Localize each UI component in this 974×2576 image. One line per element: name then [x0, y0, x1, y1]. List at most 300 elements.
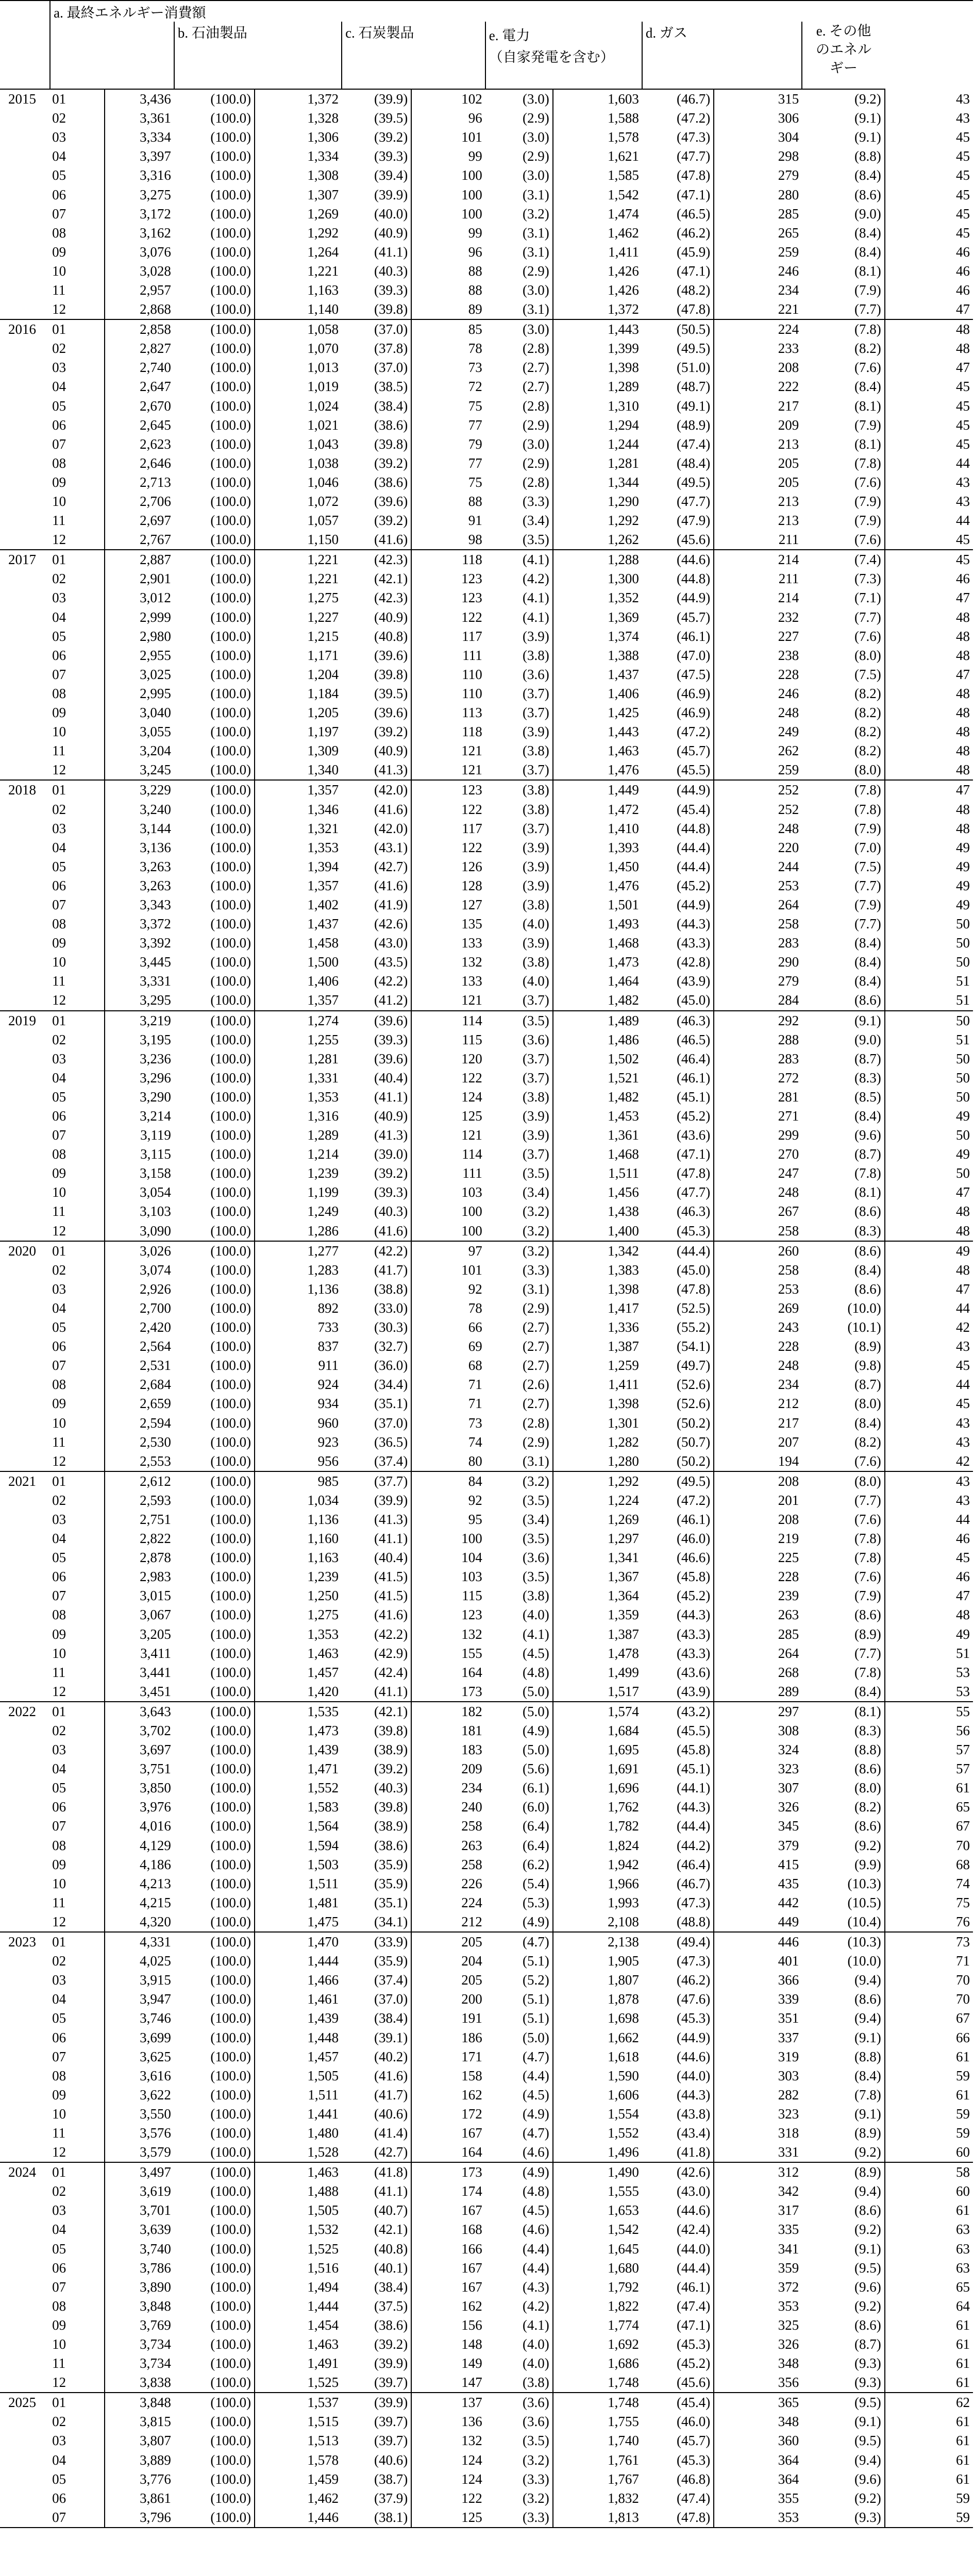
cell-total-pct: (100.0)	[210, 436, 251, 452]
cell-electricity-pct: (46.4)	[677, 1856, 711, 1872]
cell-month: 02	[52, 1492, 66, 1508]
cell-coal: 123	[411, 588, 485, 607]
cell-electricity: 1,578	[553, 128, 642, 147]
cell-petroleum-pct: (33.0)	[374, 1300, 408, 1316]
cell-gas: 214	[714, 588, 802, 607]
cell-total-pct: (100.0)	[174, 780, 255, 800]
cell-total-pct: (100.0)	[210, 110, 251, 126]
cell-total-pct: (100.0)	[210, 2279, 251, 2295]
cell-month: 10	[52, 2336, 66, 2352]
table-row	[0, 876, 973, 895]
cell-petroleum: 1,072	[255, 492, 342, 511]
cell-month: 05	[52, 1780, 66, 1796]
cell-month: 11	[52, 513, 66, 529]
cell-coal-pct: (5.1)	[522, 1991, 549, 2007]
cell-other: 76	[885, 1912, 973, 1932]
cell-coal-pct: (3.3)	[485, 2508, 553, 2528]
cell-month: 05	[52, 628, 66, 644]
cell-coal-pct: (3.2)	[485, 1241, 553, 1261]
cell-petroleum-pct: (40.3)	[374, 263, 408, 279]
cell-month: 05	[52, 2471, 66, 2487]
cell-gas: 246	[714, 684, 802, 703]
cell-petroleum: 1,136	[255, 1280, 342, 1299]
cell-month: 04	[52, 1761, 66, 1777]
cell-gas-pct: (10.0)	[847, 1300, 881, 1316]
table-row	[0, 2143, 973, 2162]
cell-electricity-pct: (46.3)	[642, 1011, 714, 1030]
cell-other: 49	[885, 1107, 973, 1126]
table-row	[0, 550, 973, 569]
cell-year	[0, 1280, 50, 1299]
cell-coal-pct: (3.8)	[485, 780, 553, 800]
cell-petroleum: 1,457	[255, 1663, 342, 1682]
cell-electricity: 1,574	[553, 1702, 642, 1721]
cell-petroleum: 1,038	[255, 454, 342, 473]
cell-coal-pct: (3.7)	[522, 1146, 549, 1162]
cell-total: 2,697	[105, 511, 174, 530]
cell-electricity: 1,361	[553, 1126, 642, 1145]
table-row	[0, 319, 973, 339]
cell-electricity: 1,822	[553, 2297, 642, 2316]
table-row	[0, 339, 973, 358]
cell-coal: 172	[411, 2105, 485, 2124]
cell-petroleum-pct: (39.1)	[374, 2029, 408, 2045]
cell-electricity-pct: (50.2)	[677, 1453, 711, 1469]
cell-petroleum-pct: (38.6)	[374, 474, 408, 490]
cell-electricity: 1,290	[553, 492, 642, 511]
cell-coal-pct: (3.9)	[522, 628, 549, 644]
cell-petroleum: 1,340	[255, 760, 342, 780]
cell-petroleum: 1,283	[255, 1261, 342, 1280]
cell-gas-pct: (9.4)	[854, 2452, 881, 2468]
cell-total-pct: (100.0)	[210, 762, 251, 778]
cell-electricity-pct: (46.1)	[677, 1070, 711, 1086]
cell-electricity-pct: (48.7)	[677, 379, 711, 395]
cell-coal: 234	[411, 1778, 485, 1798]
cell-coal: 126	[411, 857, 485, 876]
cell-petroleum-pct: (38.7)	[374, 2471, 408, 2487]
cell-coal: 158	[411, 2066, 485, 2086]
cell-petroleum-pct: (34.1)	[374, 1913, 408, 1929]
cell-petroleum-pct: (41.3)	[374, 1127, 408, 1143]
cell-coal: 117	[411, 627, 485, 646]
cell-coal-pct: (4.0)	[522, 1607, 549, 1623]
cell-gas: 258	[714, 1222, 802, 1241]
cell-other: 70	[885, 1971, 973, 1990]
cell-petroleum: 1,471	[255, 1759, 342, 1778]
cell-total: 2,751	[105, 1510, 174, 1529]
cell-gas-pct: (7.1)	[854, 590, 881, 606]
cell-coal: 96	[411, 243, 485, 262]
cell-month: 01	[50, 1702, 105, 1721]
cell-electricity-pct: (46.7)	[677, 91, 711, 107]
cell-year	[0, 2373, 50, 2393]
cell-coal: 155	[411, 1644, 485, 1663]
cell-gas: 303	[714, 2066, 802, 2086]
cell-total-pct: (100.0)	[210, 2222, 251, 2238]
cell-coal: 212	[411, 1912, 485, 1932]
cell-other: 45	[885, 1548, 973, 1567]
cell-petroleum-pct: (39.3)	[374, 1031, 408, 1047]
cell-gas: 323	[714, 2105, 802, 2124]
cell-petroleum-pct: (38.4)	[374, 2010, 408, 2026]
cell-petroleum-pct: (38.4)	[374, 398, 408, 414]
cell-year	[0, 1798, 50, 1817]
cell-coal-pct: (4.1)	[522, 1626, 549, 1642]
cell-petroleum: 1,070	[255, 339, 342, 358]
cell-electricity-pct: (49.5)	[642, 1471, 714, 1491]
cell-gas-pct: (10.1)	[847, 1319, 881, 1335]
cell-total-pct: (100.0)	[210, 1281, 251, 1297]
cell-total-pct: (100.0)	[210, 360, 251, 376]
cell-coal: 167	[411, 2201, 485, 2220]
cell-coal: 124	[411, 2451, 485, 2470]
cell-total: 2,868	[105, 300, 174, 319]
cell-electricity-pct: (45.8)	[677, 1569, 711, 1585]
cell-total: 3,625	[105, 2047, 174, 2066]
cell-month: 01	[50, 1932, 105, 1952]
cell-gas: 228	[714, 665, 802, 684]
cell-month: 03	[52, 1281, 66, 1297]
cell-month: 07	[52, 1127, 66, 1143]
cell-gas: 217	[714, 1413, 802, 1432]
cell-electricity-pct: (49.5)	[677, 341, 711, 357]
cell-petroleum-pct: (34.4)	[374, 1377, 408, 1393]
cell-petroleum: 1,034	[255, 1491, 342, 1510]
cell-month: 06	[52, 2490, 66, 2506]
cell-electricity: 1,301	[553, 1413, 642, 1432]
cell-total-pct: (100.0)	[210, 1031, 251, 1047]
cell-electricity-pct: (55.2)	[677, 1319, 711, 1335]
cell-petroleum-pct: (42.2)	[374, 1626, 408, 1642]
cell-petroleum: 1,535	[255, 1702, 342, 1721]
cell-gas-pct: (9.4)	[854, 1972, 881, 1988]
cell-electricity: 1,387	[553, 1337, 642, 1356]
cell-electricity: 1,300	[553, 569, 642, 588]
cell-month: 01	[50, 319, 105, 339]
cell-electricity: 1,993	[553, 1893, 642, 1912]
cell-electricity-pct: (48.8)	[677, 1913, 711, 1929]
cell-other: 47	[885, 300, 973, 319]
cell-month: 09	[52, 2317, 66, 2333]
cell-other: 48	[885, 608, 973, 627]
header-other-line1: e. その他	[816, 23, 871, 39]
cell-petroleum: 934	[255, 1394, 342, 1413]
cell-coal: 122	[411, 838, 485, 857]
cell-petroleum: 1,019	[255, 377, 342, 396]
cell-year	[0, 1605, 50, 1624]
cell-coal-pct: (4.2)	[522, 2298, 549, 2314]
cell-electricity: 1,282	[553, 1433, 642, 1452]
cell-coal-pct: (3.3)	[522, 2471, 549, 2487]
cell-total-pct: (100.0)	[174, 1932, 255, 1952]
cell-electricity: 1,292	[553, 1471, 642, 1491]
cell-gas-pct: (7.6)	[854, 532, 881, 548]
cell-electricity-pct: (44.4)	[677, 2260, 711, 2276]
cell-year	[0, 1836, 50, 1855]
cell-other: 60	[885, 2182, 973, 2201]
cell-coal-pct: (4.7)	[522, 2048, 549, 2064]
cell-total-pct: (100.0)	[210, 1645, 251, 1661]
cell-total-pct: (100.0)	[210, 820, 251, 836]
cell-other: 61	[885, 2412, 973, 2431]
cell-electricity-pct: (43.4)	[677, 2125, 711, 2141]
cell-petroleum: 1,160	[255, 1529, 342, 1548]
cell-gas-pct: (8.5)	[854, 1089, 881, 1105]
cell-gas-pct: (10.3)	[802, 1932, 884, 1952]
cell-month: 07	[52, 436, 66, 452]
cell-gas: 232	[714, 608, 802, 627]
cell-total: 3,497	[105, 2162, 174, 2182]
cell-gas-pct: (7.8)	[802, 780, 884, 800]
cell-other: 50	[885, 914, 973, 934]
cell-electricity: 1,662	[553, 2028, 642, 2047]
cell-total-pct: (100.0)	[210, 1875, 251, 1891]
cell-petroleum-pct: (39.5)	[374, 685, 408, 701]
cell-coal-pct: (6.4)	[522, 1837, 549, 1853]
cell-coal-pct: (3.8)	[522, 954, 549, 970]
cell-month: 05	[52, 2010, 66, 2026]
cell-total-pct: (100.0)	[210, 1972, 251, 1988]
cell-petroleum-pct: (39.2)	[374, 1165, 408, 1181]
cell-total: 2,822	[105, 1529, 174, 1548]
cell-gas: 449	[714, 1912, 802, 1932]
cell-gas-pct: (9.5)	[854, 2260, 881, 2276]
cell-total: 3,643	[105, 1702, 174, 1721]
cell-petroleum-pct: (37.4)	[374, 1972, 408, 1988]
cell-petroleum-pct: (40.9)	[374, 609, 408, 625]
cell-electricity: 1,686	[553, 2354, 642, 2373]
cell-total: 3,397	[105, 147, 174, 166]
cell-coal: 137	[411, 2393, 485, 2412]
table-row	[0, 1145, 973, 1164]
cell-coal: 167	[411, 2259, 485, 2278]
cell-petroleum: 1,163	[255, 1548, 342, 1567]
cell-electricity: 1,590	[553, 2066, 642, 2086]
cell-coal-pct: (4.4)	[522, 2260, 549, 2276]
cell-month: 02	[52, 571, 66, 587]
cell-month: 12	[52, 1683, 66, 1699]
cell-electricity: 1,740	[553, 2431, 642, 2450]
cell-total: 3,296	[105, 1069, 174, 1088]
cell-petroleum-pct: (35.9)	[374, 1875, 408, 1891]
cell-gas: 279	[714, 166, 802, 185]
cell-total: 3,915	[105, 1971, 174, 1990]
cell-coal: 149	[411, 2354, 485, 2373]
cell-total-pct: (100.0)	[210, 2375, 251, 2391]
cell-petroleum-pct: (42.3)	[342, 550, 411, 569]
table-row	[0, 800, 973, 819]
cell-gas: 264	[714, 1644, 802, 1663]
cell-petroleum-pct: (42.2)	[374, 973, 408, 989]
cell-total: 3,436	[105, 89, 174, 109]
cell-other: 48	[885, 760, 973, 780]
cell-petroleum-pct: (39.4)	[374, 167, 408, 183]
cell-petroleum: 1,057	[255, 511, 342, 530]
cell-total-pct: (100.0)	[210, 398, 251, 414]
cell-month: 07	[52, 1358, 66, 1374]
cell-petroleum: 1,357	[255, 991, 342, 1010]
table-row	[0, 166, 973, 185]
cell-coal: 174	[411, 2182, 485, 2201]
cell-gas-pct: (8.8)	[854, 2048, 881, 2064]
cell-petroleum: 1,321	[255, 819, 342, 838]
cell-gas-pct: (8.6)	[854, 1818, 881, 1834]
cell-total: 3,263	[105, 876, 174, 895]
cell-gas-pct: (9.2)	[854, 2144, 881, 2160]
cell-year	[0, 1126, 50, 1145]
cell-petroleum: 1,525	[255, 2240, 342, 2259]
cell-petroleum: 1,275	[255, 1605, 342, 1624]
table-row	[0, 1107, 973, 1126]
cell-electricity-pct: (45.7)	[677, 609, 711, 625]
cell-year	[0, 1817, 50, 1836]
cell-gas: 299	[714, 1126, 802, 1145]
cell-gas-pct: (8.1)	[802, 1702, 884, 1721]
cell-petroleum-pct: (42.1)	[374, 571, 408, 587]
cell-month: 06	[52, 2260, 66, 2276]
cell-total: 2,878	[105, 1548, 174, 1567]
cell-total: 3,976	[105, 1798, 174, 1817]
cell-month: 05	[52, 398, 66, 414]
cell-petroleum: 1,457	[255, 2047, 342, 2066]
cell-coal-pct: (2.9)	[522, 263, 549, 279]
cell-gas: 290	[714, 953, 802, 972]
cell-gas-pct: (8.4)	[854, 244, 881, 260]
table-row	[0, 1183, 973, 1202]
cell-electricity-pct: (46.1)	[677, 2279, 711, 2295]
cell-other: 48	[885, 741, 973, 760]
cell-petroleum: 1,439	[255, 2009, 342, 2028]
cell-other: 70	[885, 1836, 973, 1855]
cell-electricity: 1,588	[553, 109, 642, 128]
cell-electricity: 1,824	[553, 1836, 642, 1855]
cell-year	[0, 2047, 50, 2066]
cell-year	[0, 684, 50, 703]
cell-gas: 289	[714, 1682, 802, 1702]
cell-total-pct: (100.0)	[210, 2471, 251, 2487]
cell-total-pct: (100.0)	[210, 954, 251, 970]
cell-electricity-pct: (44.3)	[677, 916, 711, 932]
cell-year	[0, 1874, 50, 1893]
cell-coal-pct: (4.3)	[522, 2279, 549, 2295]
table-row	[0, 2373, 973, 2393]
cell-month: 10	[52, 1415, 66, 1431]
cell-electricity: 1,388	[553, 646, 642, 665]
cell-coal: 110	[411, 665, 485, 684]
cell-month: 02	[52, 1723, 66, 1739]
cell-month: 01	[50, 1471, 105, 1491]
cell-year	[0, 1069, 50, 1088]
cell-gas-pct: (9.9)	[854, 1856, 881, 1872]
cell-coal: 121	[411, 991, 485, 1010]
cell-gas: 265	[714, 224, 802, 243]
cell-gas-pct: (7.6)	[854, 1511, 881, 1527]
cell-coal: 258	[411, 1855, 485, 1874]
cell-gas: 253	[714, 876, 802, 895]
cell-gas-pct: (9.2)	[854, 1837, 881, 1853]
cell-gas-pct: (8.4)	[854, 954, 881, 970]
cell-electricity-pct: (46.4)	[677, 1050, 711, 1066]
cell-year	[0, 991, 50, 1010]
cell-month: 07	[50, 2508, 105, 2528]
cell-year	[0, 1567, 50, 1586]
cell-coal-pct: (5.3)	[522, 1894, 549, 1910]
cell-month: 09	[52, 1626, 66, 1642]
cell-electricity-pct: (44.2)	[677, 1837, 711, 1853]
cell-electricity-pct: (45.6)	[677, 532, 711, 548]
table-row	[0, 243, 973, 262]
cell-year	[0, 377, 50, 396]
cell-petroleum-pct: (37.7)	[342, 1471, 411, 1491]
cell-month: 10	[52, 1184, 66, 1200]
cell-electricity-pct: (48.9)	[677, 417, 711, 433]
cell-petroleum: 1,239	[255, 1567, 342, 1586]
cell-coal-pct: (4.4)	[522, 2067, 549, 2083]
cell-electricity: 1,606	[553, 2086, 642, 2105]
cell-electricity: 1,486	[553, 1030, 642, 1049]
cell-other: 74	[885, 1874, 973, 1893]
cell-petroleum: 1,500	[255, 953, 342, 972]
cell-gas: 283	[714, 1049, 802, 1069]
cell-total-pct: (100.0)	[174, 550, 255, 569]
table-row	[0, 1548, 973, 1567]
cell-gas: 372	[714, 2278, 802, 2297]
cell-petroleum: 1,462	[255, 2489, 342, 2508]
cell-gas-pct: (7.8)	[854, 1531, 881, 1547]
cell-coal-pct: (3.1)	[522, 1281, 549, 1297]
cell-month: 11	[52, 282, 66, 298]
cell-total-pct: (100.0)	[210, 609, 251, 625]
cell-total-pct: (100.0)	[210, 896, 251, 912]
cell-other: 49	[885, 1145, 973, 1164]
table-row	[0, 780, 973, 800]
cell-electricity-pct: (47.4)	[677, 2298, 711, 2314]
cell-electricity: 1,336	[553, 1318, 642, 1337]
cell-electricity-pct: (47.3)	[677, 129, 711, 145]
cell-year	[0, 665, 50, 684]
cell-total-pct: (100.0)	[210, 1204, 251, 1219]
cell-gas: 217	[714, 397, 802, 416]
table-row	[0, 1222, 973, 1241]
cell-gas-pct: (10.0)	[847, 1953, 881, 1969]
cell-petroleum: 837	[255, 1337, 342, 1356]
table-row	[0, 2162, 973, 2182]
cell-other: 48	[885, 319, 973, 339]
cell-electricity: 1,294	[553, 416, 642, 435]
cell-total-pct: (100.0)	[210, 1913, 251, 1929]
table-row	[0, 1702, 973, 1721]
cell-total: 3,205	[105, 1625, 174, 1644]
cell-total-pct: (100.0)	[210, 1338, 251, 1354]
cell-coal: 97	[411, 1241, 485, 1261]
cell-gas: 318	[714, 2124, 802, 2143]
cell-gas: 253	[714, 1280, 802, 1299]
cell-electricity: 1,695	[553, 1740, 642, 1759]
cell-petroleum-pct: (40.6)	[374, 2106, 408, 2122]
cell-petroleum-pct: (40.0)	[374, 206, 408, 222]
cell-electricity-pct: (50.5)	[642, 319, 714, 339]
cell-other: 50	[885, 934, 973, 953]
cell-other: 59	[885, 2508, 973, 2528]
table-row	[0, 1912, 973, 1932]
cell-total: 3,392	[105, 934, 174, 953]
cell-gas-pct: (7.9)	[854, 417, 881, 433]
cell-month: 08	[52, 2298, 66, 2314]
header-total: a. 最終エネルギー消費額	[50, 1, 973, 22]
cell-month: 04	[52, 2452, 66, 2468]
cell-petroleum: 1,334	[255, 147, 342, 166]
